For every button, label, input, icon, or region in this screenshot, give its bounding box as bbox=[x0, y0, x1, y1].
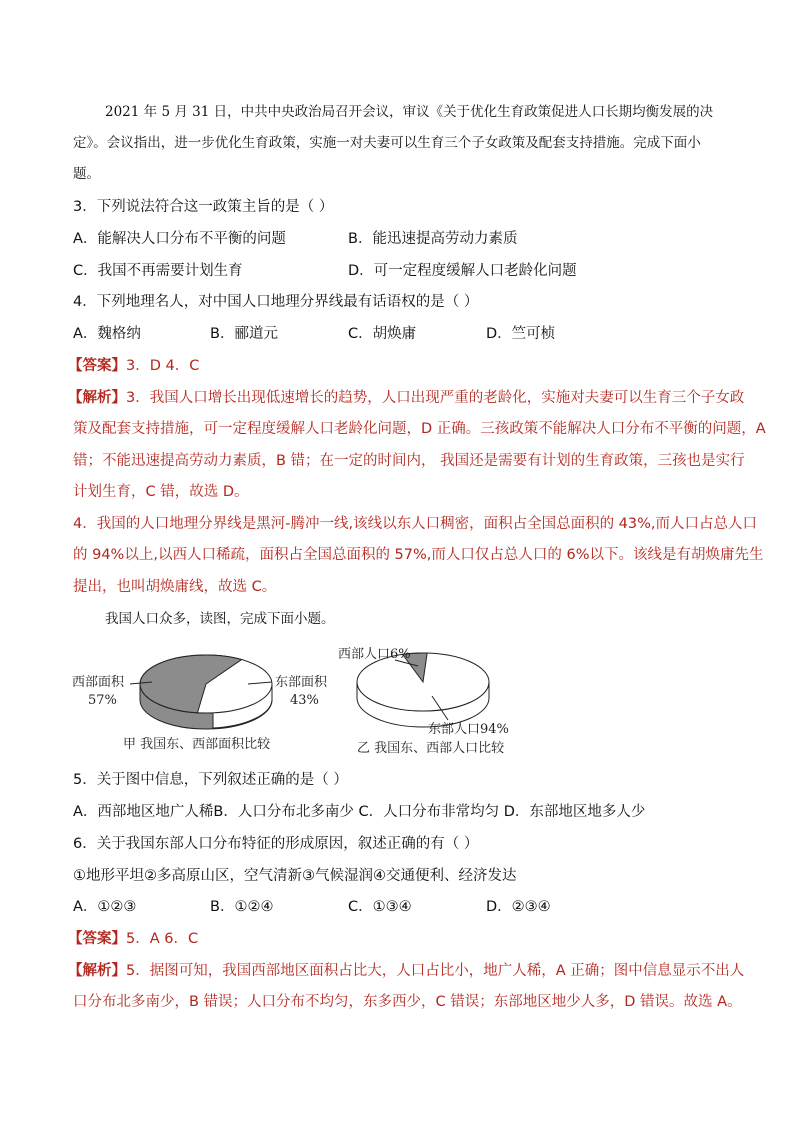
analysis-label: 【解析】 bbox=[68, 390, 126, 406]
question-6-items: ①地形平坦②多高原山区，空气清新③气候湿润④交通便利、经济发达 bbox=[73, 868, 517, 884]
label-west-pop-name: 西部人口 bbox=[338, 647, 391, 662]
analysis-1-line-4: 计划生育，C 错，故选 D。 bbox=[73, 484, 249, 500]
question-3-option-d: D．可一定程度缓解人口老龄化问题 bbox=[348, 263, 577, 279]
label-east-pop-value: 94% bbox=[480, 722, 509, 737]
label-east-pop bbox=[428, 722, 509, 737]
analysis-1-line-6: 的 94%以上,以西人口稀疏，面积占全国总面积的 57%,而人口仅占总人口的 6%以下。该线是有胡焕庸先生 bbox=[73, 547, 764, 563]
question-6-option-d: D．②③④ bbox=[486, 899, 551, 915]
question-3-option-c: C．我国不再需要计划生育 bbox=[73, 263, 243, 279]
question-6-option-c: C．①③④ bbox=[348, 899, 412, 915]
answer-text-2: 5．A 6．C bbox=[126, 931, 199, 947]
analysis-2-line-1 bbox=[68, 961, 744, 981]
answer-label: 【答案】 bbox=[68, 358, 126, 374]
analysis-1-line-5: 4．我国的人口地理分界线是黑河-腾冲一线,该线以东人口稠密，面积占全国总面积的 43%,而人口占总人口 bbox=[73, 516, 758, 532]
intro-line-3: 题。 bbox=[73, 166, 100, 182]
question-3-stem: 3．下列说法符合这一政策主旨的是（ ） bbox=[73, 199, 334, 215]
caption-population-chart: 乙 我国东、西部人口比较 bbox=[357, 741, 505, 756]
question-6-stem: 6．关于我国东部人口分布特征的形成原因，叙述正确的有（ ） bbox=[73, 836, 479, 852]
answer-block-2 bbox=[68, 929, 198, 949]
label-west-pop bbox=[338, 647, 411, 662]
question-3-option-b: B．能迅速提高劳动力素质 bbox=[348, 231, 518, 247]
analysis-label-2: 【解析】 bbox=[68, 963, 126, 979]
question-4-option-b: B．郦道元 bbox=[210, 326, 278, 342]
label-west-area: 西部面积 bbox=[72, 675, 125, 690]
label-west-area-value: 57% bbox=[88, 693, 117, 708]
question-4-option-a: A．魏格纳 bbox=[73, 326, 141, 342]
label-east-area-value: 43% bbox=[290, 693, 319, 708]
analysis-2-line-2: 口分布北多南少，B 错误；人口分布不均匀，东多西少，C 错误；东部地区地少人多，D 错误。故选 A。 bbox=[73, 994, 742, 1010]
caption-area-chart: 甲 我国东、西部面积比较 bbox=[123, 737, 271, 752]
intro-line-1: 2021 年 5 月 31 日，中共中央政治局召开会议，审议《关于优化生育政策促进人口长期均衡发展的决 bbox=[105, 104, 714, 120]
question-6-option-a: A．①②③ bbox=[73, 899, 137, 915]
pie-chart-area bbox=[140, 655, 272, 729]
analysis-text: 3．我国人口增长出现低速增长的趋势，人口出现严重的老龄化，实施对夫妻可以生育三个子女政 bbox=[126, 390, 745, 406]
analysis-text-2: 5．据图可知，我国西部地区面积占比大，人口占比小，地广人稀，A 正确；图中信息显示不出人 bbox=[126, 963, 745, 979]
question-4-option-d: D．竺可桢 bbox=[486, 326, 556, 342]
analysis-1-line-7: 提出，也叫胡焕庸线，故选 C。 bbox=[73, 579, 277, 595]
question-5-stem: 5．关于图中信息，下列叙述正确的是（ ） bbox=[73, 772, 348, 788]
answer-block-1 bbox=[68, 356, 199, 376]
label-east-area: 东部面积 bbox=[275, 675, 328, 690]
answer-text: 3．D 4．C bbox=[126, 358, 200, 374]
analysis-1-line-3: 错；不能迅速提高劳动力素质，B 错；在一定的时间内， 我国还是需要有计划的生育政策，三孩也是实行 bbox=[73, 453, 745, 469]
analysis-1-line-1 bbox=[68, 388, 744, 408]
question-3-option-a: A．能解决人口分布不平衡的问题 bbox=[73, 231, 286, 247]
intro-2: 我国人口众多，读图，完成下面小题。 bbox=[105, 611, 335, 627]
label-west-pop-value: 6% bbox=[390, 647, 411, 662]
answer-label-2: 【答案】 bbox=[68, 931, 126, 947]
question-6-option-b: B．①②④ bbox=[210, 899, 274, 915]
analysis-1-line-2: 策及配套支持措施，可一定程度缓解人口老龄化问题，D 正确。三孩政策不能解决人口分布不平衡的问题，A bbox=[73, 421, 766, 437]
question-4-option-c: C．胡焕庸 bbox=[348, 326, 417, 342]
label-east-pop-name: 东部人口 bbox=[428, 722, 481, 737]
pie-chart-population bbox=[357, 653, 489, 727]
question-4-stem: 4．下列地理名人，对中国人口地理分界线最有话语权的是（ ） bbox=[73, 294, 479, 310]
intro-line-2: 定》。会议指出，进一步优化生育政策，实施一对夫妻可以生育三个子女政策及配套支持措施。完成下面小 bbox=[73, 135, 701, 151]
question-5-options: A．西部地区地广人稀B．人口分布北多南少 C．人口分布非常均匀 D．东部地区地多人少 bbox=[73, 804, 646, 820]
